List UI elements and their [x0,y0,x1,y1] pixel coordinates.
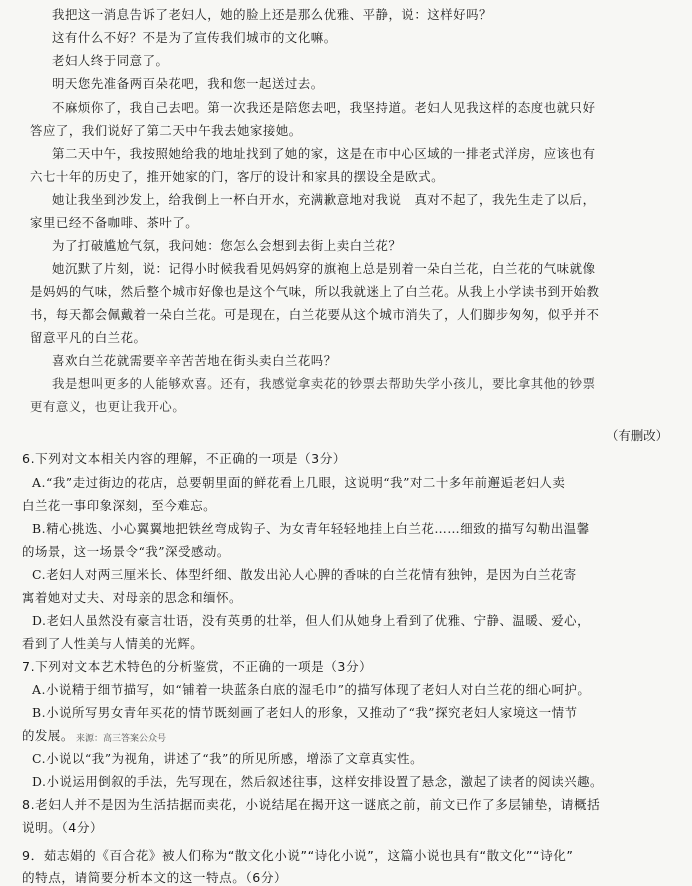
story-line: 明天您先准备两百朵花吧，我和您一起送过去。 [52,76,324,91]
question-9-line: 9．茹志娟的《百合花》被人们称为“散文化小说”“诗化小说”，这篇小说也具有“散文化”“诗化” [22,848,574,863]
story-line: 书，每天都会佩戴着一朵白兰花。可是现在，白兰花要从这个城市消失了，人们脚步匆匆，似乎并不 [30,307,600,322]
question-6-option-c-cont: 寓着她对丈夫、对母亲的思念和缅怀。 [22,590,242,605]
story-line: 我把这一消息告诉了老妇人，她的脸上还是那么优雅、平静，说：这样好吗？ [52,7,492,22]
story-line: 第二天中午，我按照她给我的地址找到了她的家，这是在市中心区域的一排老式洋房，应该也有 [52,146,596,161]
question-6-option-a: A.“我”走过街边的花店，总要朝里面的鲜花看上几眼，这说明“我”对二十多年前邂逅老妇人卖 [32,475,566,490]
question-6-option-b: B.精心挑选、小心翼翼地把铁丝弯成钩子、为女青年轻轻地挂上白兰花……细致的描写勾勒出温馨 [32,521,590,536]
source-watermark: 来源：高三答案公众号 [76,734,167,744]
story-line: 这有什么不好？不是为了宣传我们城市的文化嘛。 [52,30,337,45]
story-line: 家里已经不备咖啡、茶叶了。 [30,215,199,230]
question-6-option-a-cont: 白兰花一事印象深刻，至今难忘。 [22,498,217,513]
story-line: 不麻烦你了，我自己去吧。第一次我还是陪您去吧，我坚持道。老妇人见我这样的态度也就只好 [52,100,596,115]
story-line: 喜欢白兰花就需要辛辛苦苦地在街头卖白兰花吗？ [52,353,337,368]
question-8-line: 8.老妇人并不是因为生活拮据而卖花，小说结尾在揭开这一谜底之前，前文已作了多层铺垫，请概括 [22,797,601,812]
question-7-option-b-cont: 的发展。 [22,728,74,743]
question-6-option-b-cont: 的场景，这一场景令“我”深受感动。 [22,544,230,559]
question-6-option-c: C.老妇人对两三厘米长、体型纤细、散发出沁人心脾的香味的白兰花情有独钟，是因为白兰花寄 [32,567,577,582]
question-7-option-c: C.小说以“我”为视角，讲述了“我”的所见所感，增添了文章真实性。 [32,751,424,766]
story-line: 老妇人终于同意了。 [52,53,169,68]
question-6-option-d: D.老妇人虽然没有豪言壮语，没有英勇的壮举，但人们从她身上看到了优雅、宁静、温暖、爱心， [32,613,591,628]
story-line: 更有意义，也更让我开心。 [30,399,186,414]
story-line: 她沉默了片刻，说：记得小时候我看见妈妈穿的旗袍上总是别着一朵白兰花，白兰花的气味就像 [52,261,596,276]
question-6-stem: 6.下列对文本相关内容的理解，不正确的一项是（3分） [22,451,346,466]
question-8-line: 说明。（4分） [22,820,104,835]
question-9-line: 的特点，请简要分析本文的这一特点。（6分） [22,870,288,885]
question-6-option-d-cont: 看到了人性美与人情美的光辉。 [22,636,204,651]
story-line: 我是想叫更多的人能够欢喜。还有，我感觉拿卖花的钞票去帮助失学小孩儿，要比拿其他的钞票 [52,376,596,391]
story-line: 是妈妈的气味，然后整个城市好像也是这个气味，所以我就迷上了白兰花。从我上小学读书到开始教 [30,284,600,299]
story-line: 六七十年的历史了，推开她家的门，客厅的设计和家具的摆设全是欧式。 [30,169,445,184]
question-7-option-a: A.小说精于细节描写，如“铺着一块蓝条白底的湿毛巾”的描写体现了老妇人对白兰花的细心呵护。 [32,682,591,697]
source-note: （有删改） [606,428,668,443]
story-line: 留意平凡的白兰花。 [30,330,147,345]
question-7-option-b: B.小说所写男女青年买花的情节既刻画了老妇人的形象，又推动了“我”探究老妇人家境这一情节 [32,705,578,720]
story-line: 答应了，我们说好了第二天中午我去她家接她。 [30,123,302,138]
story-line: 她让我坐到沙发上，给我倒上一杯白开水，充满歉意地对我说 真对不起了，我先生走了以后， [52,192,596,207]
story-line: 为了打破尴尬气氛，我问她：您怎么会想到去街上卖白兰花？ [52,238,402,253]
question-7-option-d: D.小说运用倒叙的手法，先写现在，然后叙述往事，这样安排设置了悬念，激起了读者的阅读兴趣。 [32,774,603,789]
question-7-stem: 7.下列对文本艺术特色的分析鉴赏，不正确的一项是（3分） [22,659,373,674]
